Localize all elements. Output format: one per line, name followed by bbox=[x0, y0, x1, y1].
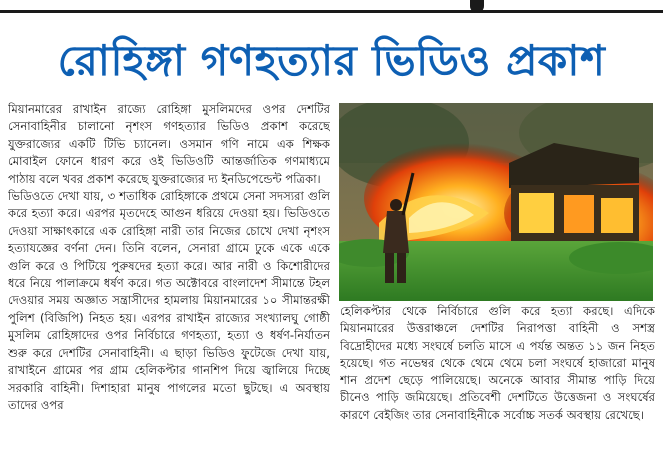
top-rule bbox=[0, 0, 663, 14]
article-right-column: হেলিকপ্টার থেকে নির্বিচারে গুলি করে হত্যা করছে। এদিকে মিয়ানমারের উত্তরাঞ্চলে দেশটির নিরাপত্তা বাহিনী ও সশস্ত্র বিদ্রোহীদের মধ্যে সংঘর্ষে চলতি মাসে এ পর্যন্ত অন্তত ১১ জন নিহত হয়েছে। গত নভেম্বর থেকে থেমে থেমে চলা সংঘর্ষে হাজারো মানুষ শান প্রদেশ ছেড়ে পালিয়েছে। অনেকে আবার সীমান্ত পাড়ি দিয়ে চীনেও পাড়ি জমিয়েছে। প্রতিবেশী দেশটিতে উত্তেজনা ও সংঘর্ষের কারণে বেইজিং তার সেনাবাহিনীকে সর্বোচ্চ সতর্ক অবস্থায় রেখেছে। bbox=[340, 304, 655, 422]
article-paragraph-1: মিয়ানমারের রাখাইন রাজ্যে রোহিঙ্গা মুসলিমদের ওপর দেশটির সেনাবাহিনীর চালানো নৃশংস গণহত্যার ভিডিও প্রকাশ করেছে যুক্তরাজ্যের একটি টিভি চ্যানেল। ওসমান গণি নামে এক শিক্ষক মোবাইল ফোনে ধারণ করে ওই ভিডিওটি আন্তর্জাতিক গণমাধ্যমে পাঠায় বলে খবর প্রকাশ করেছে যুক্তরাজ্যের দ্য ইনডিপেন্ডেন্ট পত্রিকা। bbox=[8, 102, 330, 186]
headline: রোহিঙ্গা গণহত্যার ভিডিও প্রকাশ bbox=[57, 35, 606, 85]
top-divider-line bbox=[0, 10, 663, 13]
article-left-column bbox=[8, 101, 330, 451]
news-photo bbox=[339, 103, 653, 301]
article-paragraph-2: ভিডিওতে দেখা যায়, ৩ শতাধিক রোহিঙ্গাকে প্রথমে সেনা সদস্যরা গুলি করে হত্যা করে। এরপর মৃতদেহে আগুন ধরিয়ে দেওয়া হয়। ভিডিওতে দেওয়া সাক্ষাৎকারে এক রোহিঙ্গা নারী তার নিজের চোখে দেখা নৃশংস হত্যাযজ্ঞের বর্ণনা দেন। তিনি বলেন, সেনারা গ্রামে ঢুকে একে একে গুলি করে ও পিটিয়ে পুরুষদের হত্যা করে। আর নারী ও কিশোরীদের ধরে নিয়ে পালাক্রমে ধর্ষণ করে। গত অক্টোবরে বাংলাদেশ সীমান্তে টহল দেওয়ার সময় অজ্ঞাত সন্ত্রাসীদের হামলায় মিয়ানমারের ১০ সীমান্তরক্ষী পুলিশ (বিজিপি) নিহত হয়। এরপর রাখাইন রাজ্যের সংখ্যালঘু গোষ্ঠী মুসলিম রোহিঙ্গাদের ওপর নির্বিচারে গণহত্যা, হত্যা ও ধর্ষণ-নির্যাতন শুরু করে দেশটির সেনাবাহিনী। এ ছাড়া ভিডিও ফুটেজে দেখা যায়, রাখাইনে গ্রামের পর গ্রাম হেলিকপ্টার গানশিপ দিয়ে জ্বালিয়ে দিচ্ছে সরকারি বাহিনী। দিশাহারা মানুষ পাগলের মতো ছুটছে। এ অবস্থায় তাদের ওপর bbox=[8, 189, 330, 412]
burning-house-photo-icon bbox=[339, 103, 653, 301]
